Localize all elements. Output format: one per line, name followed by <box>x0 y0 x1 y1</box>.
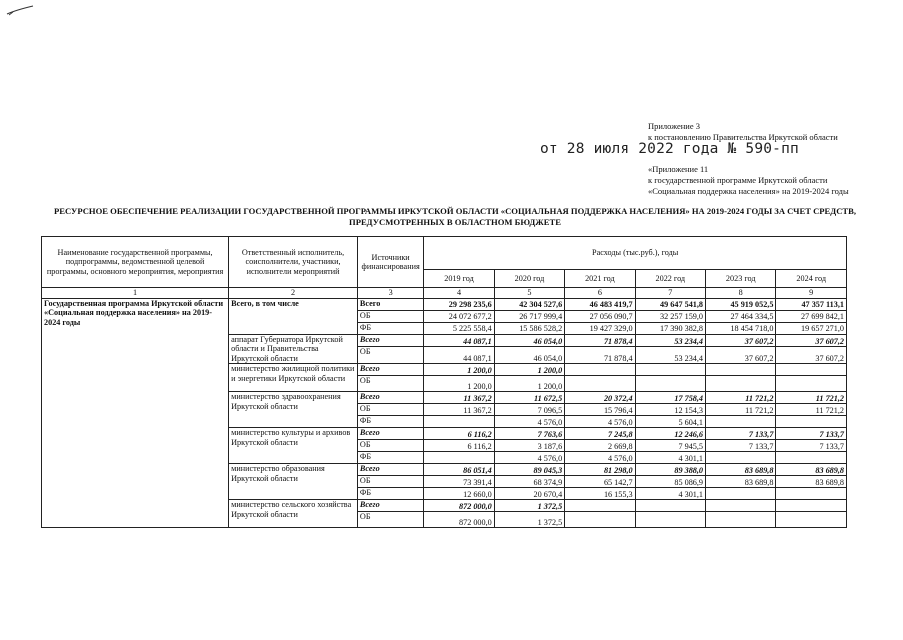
value-cell: 71 878,4 <box>565 347 635 364</box>
responsible-cell: министерство культуры и архивов Иркутской области <box>229 428 358 464</box>
value-cell <box>706 488 776 500</box>
source-cell: ОБ <box>357 512 423 528</box>
value-cell: 4 301,1 <box>635 452 705 464</box>
value-cell: 19 427 329,0 <box>565 322 635 334</box>
value-cell <box>776 512 847 528</box>
value-cell: 7 763,6 <box>494 428 564 440</box>
value-cell <box>776 364 847 376</box>
value-cell: 47 357 113,1 <box>776 298 847 310</box>
header-source: Источники финансирования <box>357 237 423 288</box>
value-cell: 26 717 999,4 <box>494 310 564 322</box>
pen-stroke-mark <box>6 4 34 16</box>
value-cell: 2 669,8 <box>565 440 635 452</box>
responsible-cell: министерство образования Иркутской области <box>229 464 358 500</box>
column-index-row <box>42 288 847 299</box>
annex-top-block <box>648 121 838 143</box>
source-cell: ФБ <box>357 452 423 464</box>
source-cell: ФБ <box>357 488 423 500</box>
value-cell <box>706 500 776 512</box>
value-cell: 4 576,0 <box>565 416 635 428</box>
value-cell <box>776 500 847 512</box>
header-year: 2022 год <box>635 269 705 287</box>
source-cell: Всего <box>357 428 423 440</box>
value-cell <box>776 376 847 392</box>
value-cell: 83 689,8 <box>776 464 847 476</box>
value-cell: 3 187,6 <box>494 440 564 452</box>
value-cell: 11 721,2 <box>776 404 847 416</box>
value-cell: 7 133,7 <box>776 440 847 452</box>
responsible-cell: министерство здравоохранения Иркутской области <box>229 392 358 428</box>
responsible-cell: министерство жилищной политики и энергетики Иркутской области <box>229 364 358 392</box>
value-cell <box>776 416 847 428</box>
value-cell: 1 200,0 <box>494 364 564 376</box>
document-title-line: ПРЕДУСМОТРЕННЫХ В ОБЛАСТНОМ БЮДЖЕТЕ <box>349 217 561 227</box>
value-cell: 44 087,1 <box>424 334 494 347</box>
column-index-cell: 8 <box>706 288 776 299</box>
value-cell: 17 758,4 <box>635 392 705 404</box>
value-cell: 1 200,0 <box>424 376 494 392</box>
value-cell: 12 246,6 <box>635 428 705 440</box>
value-cell: 83 689,8 <box>706 476 776 488</box>
value-cell: 44 087,1 <box>424 347 494 364</box>
program-name-cell: Государственная программа Иркутской области «Социальная поддержка населения» на 2019-2024 годы <box>42 298 229 528</box>
header-year: 2023 год <box>706 269 776 287</box>
value-cell: 11 721,2 <box>706 404 776 416</box>
annex-11-line: «Социальная поддержка населения» на 2019-2024 годы <box>648 186 849 196</box>
value-cell <box>776 452 847 464</box>
value-cell: 73 391,4 <box>424 476 494 488</box>
value-cell: 65 142,7 <box>565 476 635 488</box>
column-index-cell: 9 <box>776 288 847 299</box>
value-cell: 16 155,3 <box>565 488 635 500</box>
value-cell: 53 234,4 <box>635 334 705 347</box>
value-cell: 46 054,0 <box>494 347 564 364</box>
value-cell <box>635 512 705 528</box>
value-cell: 83 689,8 <box>706 464 776 476</box>
value-cell: 37 607,2 <box>706 334 776 347</box>
value-cell: 15 586 528,2 <box>494 322 564 334</box>
value-cell: 7 096,5 <box>494 404 564 416</box>
value-cell: 11 721,2 <box>776 392 847 404</box>
value-cell: 37 607,2 <box>776 347 847 364</box>
column-index-cell: 1 <box>42 288 229 299</box>
value-cell <box>565 364 635 376</box>
header-year: 2020 год <box>494 269 564 287</box>
document-title-line: РЕСУРСНОЕ ОБЕСПЕЧЕНИЕ РЕАЛИЗАЦИИ ГОСУДАРСТВЕННОЙ ПРОГРАММЫ ИРКУТСКОЙ ОБЛАСТИ «СОЦИАЛЬНАЯ ПОДДЕРЖКА НАСЕЛЕНИЯ» НА 2019-2024 ГОДЫ ЗА СЧЕТ СРЕДСТВ, <box>53 206 857 216</box>
value-cell: 45 919 052,5 <box>706 298 776 310</box>
value-cell: 4 576,0 <box>494 452 564 464</box>
source-cell: Всего <box>357 364 423 376</box>
responsible-cell: министерство сельского хозяйства Иркутской области <box>229 500 358 528</box>
annex-11-line: «Приложение 11 <box>648 164 709 174</box>
value-cell: 85 086,9 <box>635 476 705 488</box>
value-cell: 11 367,2 <box>424 404 494 416</box>
value-cell <box>706 364 776 376</box>
value-cell: 86 051,4 <box>424 464 494 476</box>
value-cell: 1 372,5 <box>494 500 564 512</box>
column-index-cell: 7 <box>635 288 705 299</box>
value-cell: 68 374,9 <box>494 476 564 488</box>
responsible-cell: аппарат Губернатора Иркутской области и Правительства Иркутской области <box>229 334 358 364</box>
source-cell: ОБ <box>357 347 423 364</box>
value-cell: 12 154,3 <box>635 404 705 416</box>
value-cell <box>635 364 705 376</box>
column-index-cell: 5 <box>494 288 564 299</box>
source-cell: Всего <box>357 464 423 476</box>
value-cell: 5 604,1 <box>635 416 705 428</box>
source-cell: Всего <box>357 334 423 347</box>
value-cell <box>706 452 776 464</box>
value-cell: 7 245,8 <box>565 428 635 440</box>
value-cell: 27 464 334,5 <box>706 310 776 322</box>
value-cell: 15 796,4 <box>565 404 635 416</box>
source-cell: ОБ <box>357 310 423 322</box>
value-cell: 11 672,5 <box>494 392 564 404</box>
value-cell: 37 607,2 <box>776 334 847 347</box>
value-cell: 12 660,0 <box>424 488 494 500</box>
source-cell: ФБ <box>357 416 423 428</box>
value-cell: 7 133,7 <box>706 440 776 452</box>
header-expenses: Расходы (тыс.руб.), годы <box>424 237 847 270</box>
column-index-cell: 2 <box>229 288 358 299</box>
value-cell: 83 689,8 <box>776 476 847 488</box>
value-cell: 37 607,2 <box>706 347 776 364</box>
source-cell: Всего <box>357 500 423 512</box>
value-cell <box>776 488 847 500</box>
value-cell: 7 133,7 <box>706 428 776 440</box>
value-cell: 20 670,4 <box>494 488 564 500</box>
value-cell <box>635 376 705 392</box>
value-cell: 29 298 235,6 <box>424 298 494 310</box>
value-cell: 20 372,4 <box>565 392 635 404</box>
column-index-cell: 4 <box>424 288 494 299</box>
value-cell: 17 390 382,8 <box>635 322 705 334</box>
value-cell: 32 257 159,0 <box>635 310 705 322</box>
value-cell: 49 647 541,8 <box>635 298 705 310</box>
source-cell: Всего <box>357 298 423 310</box>
annex-top-line: Приложение 3 <box>648 121 700 131</box>
value-cell: 11 721,2 <box>706 392 776 404</box>
annex-11-line: к государственной программе Иркутской области <box>648 175 828 185</box>
value-cell: 89 045,3 <box>494 464 564 476</box>
value-cell: 6 116,2 <box>424 440 494 452</box>
value-cell: 7 945,5 <box>635 440 705 452</box>
value-cell: 4 576,0 <box>565 452 635 464</box>
value-cell: 5 225 558,4 <box>424 322 494 334</box>
value-cell: 11 367,2 <box>424 392 494 404</box>
value-cell <box>635 500 705 512</box>
header-year: 2019 год <box>424 269 494 287</box>
value-cell <box>706 416 776 428</box>
value-cell <box>565 512 635 528</box>
value-cell: 71 878,4 <box>565 334 635 347</box>
value-cell: 1 200,0 <box>494 376 564 392</box>
resource-table <box>41 236 847 528</box>
column-index-cell: 3 <box>357 288 423 299</box>
value-cell <box>706 512 776 528</box>
value-cell: 1 200,0 <box>424 364 494 376</box>
source-cell: ФБ <box>357 322 423 334</box>
value-cell <box>424 416 494 428</box>
order-date-line: от 28 июля 2022 года № 590-пп <box>540 141 799 157</box>
value-cell: 42 304 527,6 <box>494 298 564 310</box>
value-cell <box>565 500 635 512</box>
value-cell: 27 056 090,7 <box>565 310 635 322</box>
value-cell: 24 072 677,2 <box>424 310 494 322</box>
annex-top-line: к постановлению Правительства Иркутской области <box>648 132 838 142</box>
value-cell: 19 657 271,0 <box>776 322 847 334</box>
value-cell <box>706 376 776 392</box>
header-year: 2024 год <box>776 269 847 287</box>
responsible-cell: Всего, в том числе <box>229 298 358 334</box>
value-cell: 89 388,0 <box>635 464 705 476</box>
source-cell: ОБ <box>357 404 423 416</box>
value-cell: 4 301,1 <box>635 488 705 500</box>
value-cell: 872 000,0 <box>424 500 494 512</box>
value-cell: 872 000,0 <box>424 512 494 528</box>
value-cell: 81 298,0 <box>565 464 635 476</box>
header-responsible: Ответственный исполнитель, соисполнители, участники, исполнители мероприятий <box>229 237 358 288</box>
document-title <box>40 206 870 228</box>
value-cell <box>424 452 494 464</box>
source-cell: ОБ <box>357 376 423 392</box>
value-cell: 27 699 842,1 <box>776 310 847 322</box>
table-body <box>42 298 847 528</box>
value-cell <box>565 376 635 392</box>
value-cell: 1 372,5 <box>494 512 564 528</box>
value-cell: 18 454 718,0 <box>706 322 776 334</box>
source-cell: ОБ <box>357 476 423 488</box>
value-cell: 53 234,4 <box>635 347 705 364</box>
header-name: Наименование государственной программы, подпрограммы, ведомственной целевой программы, основного мероприятия, мероприятия <box>42 237 229 288</box>
value-cell: 46 483 419,7 <box>565 298 635 310</box>
value-cell: 4 576,0 <box>494 416 564 428</box>
annex-11-block <box>648 164 849 197</box>
header-year: 2021 год <box>565 269 635 287</box>
source-cell: ОБ <box>357 440 423 452</box>
source-cell: Всего <box>357 392 423 404</box>
value-cell: 46 054,0 <box>494 334 564 347</box>
value-cell: 7 133,7 <box>776 428 847 440</box>
column-index-cell: 6 <box>565 288 635 299</box>
value-cell: 6 116,2 <box>424 428 494 440</box>
table-row <box>42 298 847 310</box>
